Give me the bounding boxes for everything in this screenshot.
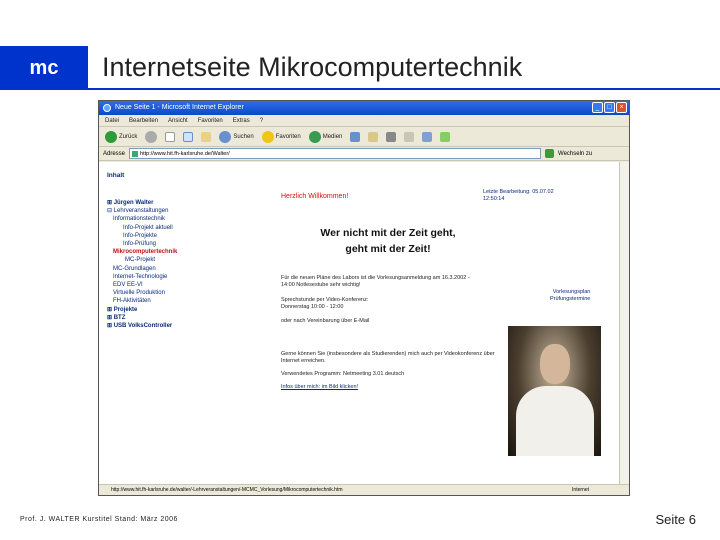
address-label: Adresse <box>103 150 126 157</box>
nav-item[interactable]: Info-Prüfung <box>123 241 157 248</box>
address-bar <box>99 147 629 161</box>
slide-title: Internetseite Mikrocomputertechnik <box>102 52 523 82</box>
address-value: http://www.hit.fh-karlsruhe.de/Walter/ <box>140 151 230 157</box>
back-label: Zurück <box>119 133 138 140</box>
search-button[interactable] <box>219 131 253 143</box>
office-hours <box>281 297 369 325</box>
nav-header: Inhalt <box>107 172 125 179</box>
media-label: Medien <box>322 133 343 140</box>
nav-item[interactable]: Info-Projekt aktuell <box>123 224 173 231</box>
vertical-scrollbar[interactable] <box>619 162 629 485</box>
quote <box>299 225 477 257</box>
minimize-button[interactable]: _ <box>592 102 603 113</box>
nav-tree <box>107 199 177 330</box>
photo-info-link[interactable]: Infos über mich: im Bild klicken! <box>281 384 359 390</box>
nav-item-active[interactable]: Mikrocomputertechnik <box>113 249 178 256</box>
maximize-button[interactable]: □ <box>604 102 615 113</box>
office-hours-label: Sprechstunde per Video-Konferenz: <box>281 297 369 303</box>
messenger-icon[interactable] <box>440 132 450 142</box>
nav-item[interactable]: Internet-Technologie <box>113 273 168 280</box>
title-divider <box>88 88 720 90</box>
menu-item-favoriten[interactable]: Favoriten <box>197 118 223 124</box>
menu-item-ansicht[interactable]: Ansicht <box>168 118 188 124</box>
browser-screenshot <box>98 100 630 496</box>
nav-item[interactable]: ⊞ BTZ <box>107 314 126 321</box>
menu-item-datei[interactable]: Datei <box>105 118 120 124</box>
history-icon[interactable] <box>350 132 360 142</box>
edit-icon[interactable] <box>404 132 414 142</box>
search-label: Suchen <box>233 133 254 140</box>
last-update-label: Letzte Bearbeitung: 05.07.02 <box>483 189 554 195</box>
internet-explorer-icon <box>103 104 111 112</box>
media-button[interactable] <box>309 131 343 143</box>
notice-text: Für die neuen Pläne des Labors ist die Vorlesungsanmeldung am 16.3.2002 - 14:00 Notlesestube sehr wichtig! <box>281 275 470 288</box>
menu-bar <box>99 115 629 127</box>
status-zone: Internet <box>572 487 589 493</box>
profile-photo[interactable] <box>508 326 601 456</box>
home-icon[interactable] <box>201 132 211 142</box>
nav-item[interactable]: ⊞ Projekte <box>107 306 138 313</box>
last-update-time: 12:50:14 <box>483 196 505 202</box>
discuss-icon[interactable] <box>422 132 432 142</box>
software-text: Verwendetes Programm: Netmeeting 3.01 deutsch <box>281 371 405 377</box>
nav-item[interactable]: MC-Grundlagen <box>113 265 156 272</box>
nav-item[interactable]: FH-Aktivitäten <box>113 298 151 305</box>
nav-item[interactable]: ⊞ Jürgen Walter <box>107 200 154 206</box>
window-title: Neue Seite 1 - Microsoft Internet Explorer <box>115 104 244 111</box>
page-icon <box>132 151 138 157</box>
photo-shirt <box>516 386 594 456</box>
nav-item[interactable]: Virtuelle Produktion <box>113 290 165 297</box>
favorites-button[interactable] <box>262 131 301 143</box>
star-icon <box>262 131 274 143</box>
menu-item-bearbeiten[interactable]: Bearbeiten <box>129 118 159 124</box>
menu-item-extras[interactable]: Extras <box>232 118 250 124</box>
media-icon <box>309 131 321 143</box>
back-button[interactable] <box>105 131 137 143</box>
photo-head <box>540 344 570 384</box>
close-button[interactable]: × <box>616 102 627 113</box>
favorites-label: Favoriten <box>275 133 301 140</box>
office-hours-time: Donnerstag 10:00 - 12:00 <box>281 304 344 310</box>
menu-item-help[interactable]: ? <box>259 118 264 124</box>
address-input[interactable] <box>129 148 541 159</box>
window-titlebar <box>99 101 629 115</box>
forward-button[interactable] <box>145 131 157 143</box>
side-link-pruefungstermine[interactable]: Prüfungstermine <box>550 296 591 302</box>
refresh-icon[interactable] <box>183 132 193 142</box>
page-number: Seite 6 <box>655 512 696 527</box>
mail-icon[interactable] <box>368 132 378 142</box>
videoconference-text: Gerne können Sie (insbesondere als Studierenden) mich auch per Videokonferenz über Internet erreichen. <box>281 351 495 364</box>
back-arrow-icon <box>105 131 117 143</box>
print-icon[interactable] <box>386 132 396 142</box>
search-icon <box>219 131 231 143</box>
office-hours-alt: oder nach Vereinbarung über E-Mail <box>281 318 370 324</box>
go-arrow-icon[interactable] <box>545 149 554 158</box>
side-link-vorlesungsplan[interactable]: Vorlesungsplan <box>552 289 591 295</box>
nav-item[interactable]: ⊞ USB VolksController <box>107 323 173 330</box>
quote-line-2: geht mit der Zeit! <box>345 243 431 255</box>
footer-info: Prof. J. WALTER Kurstitel Stand: März 2006 <box>20 516 178 523</box>
nav-item[interactable]: ⊟ Lehrveranstaltungen <box>107 208 169 215</box>
stop-icon[interactable] <box>165 132 175 142</box>
quote-line-1: Wer nicht mit der Zeit geht, <box>320 227 456 239</box>
welcome-heading: Herzlich Willkommen! <box>281 193 349 200</box>
last-update <box>483 189 554 203</box>
side-links <box>550 289 590 303</box>
nav-item[interactable]: EDV EE-VI <box>113 282 143 289</box>
browser-toolbar <box>99 127 629 147</box>
mc-logo: mc <box>0 46 88 90</box>
nav-item[interactable]: Info-Projekte <box>123 232 158 239</box>
nav-item[interactable]: Informationstechnik <box>113 216 166 223</box>
status-url: http://www.hit.fh-karlsruhe.de/walter/-Lehrveranstaltungen/-MCMC_Vorlesung/Mikrocomputertechnik.htm <box>111 487 343 493</box>
go-button[interactable]: Wechseln zu <box>558 150 593 157</box>
nav-item[interactable]: MC-Projekt <box>125 257 156 264</box>
status-bar <box>99 484 629 495</box>
